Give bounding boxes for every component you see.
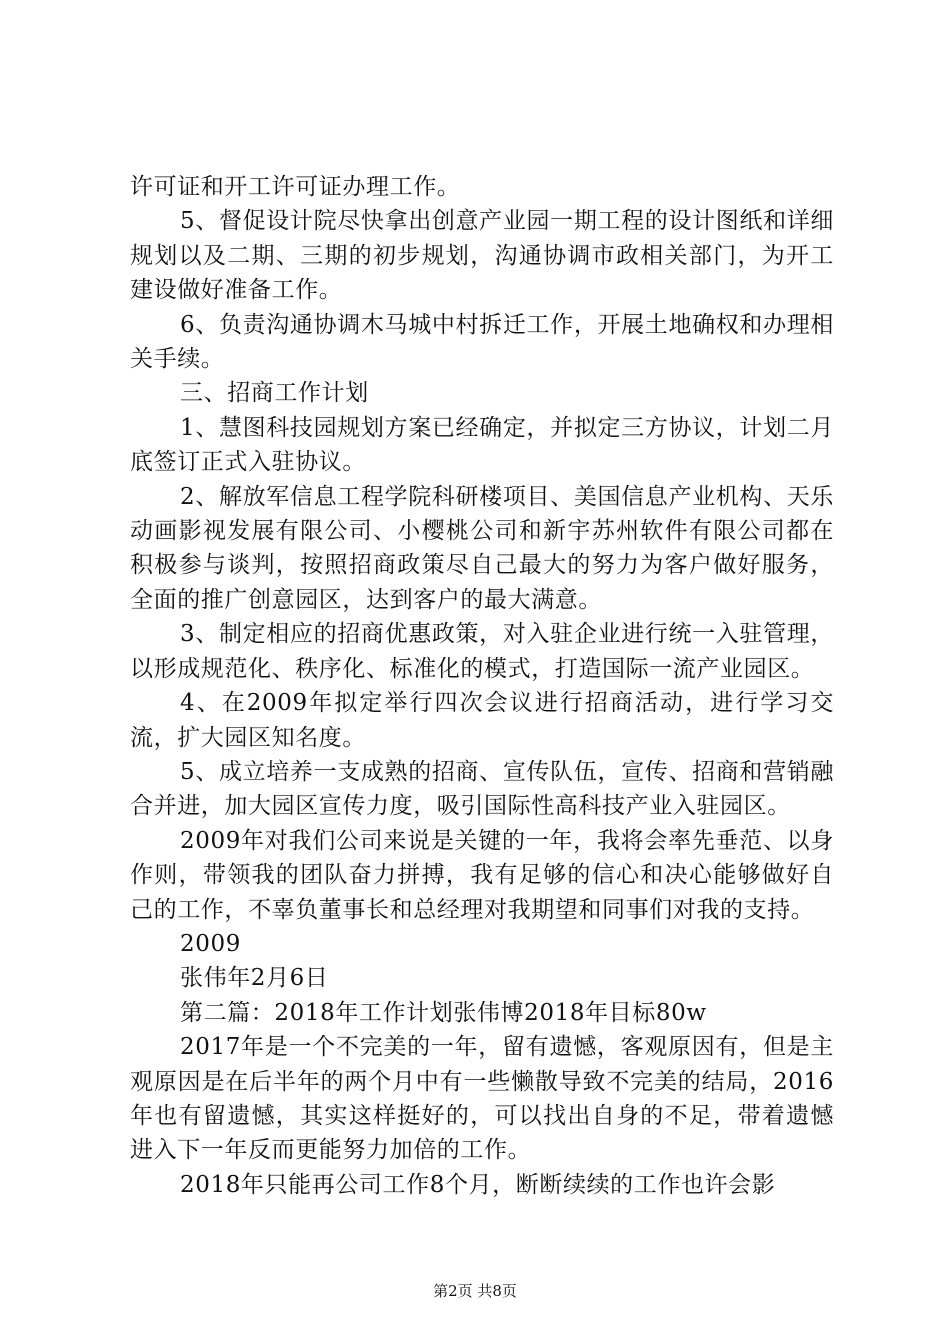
paragraph: 2009年对我们公司来说是关键的一年，我将会率先垂范、以身作则，带领我的团队奋力拼搏，我有足够的信心和决心能够做好自己的工作，不辜负董事长和总经理对我期望和同事们对我的支持。	[130, 827, 834, 923]
page-number-footer: 第2页 共8页	[433, 1282, 517, 1300]
paragraph: 5、成立培养一支成熟的招商、宣传队伍，宣传、招商和营销融合并进，加大园区宣传力度，吸引国际性高科技产业入驻园区。	[130, 758, 834, 820]
signature-line: 张伟年2月6日	[180, 965, 329, 992]
document-body	[130, 170, 834, 1202]
paragraph: 2、解放军信息工程学院科研楼项目、美国信息产业机构、天乐动画影视发展有限公司、小樱桃公司和新宇苏州软件有限公司都在积极参与谈判，按照招商政策尽自己最大的努力为客户做好服务，全面的推广创意园区，达到客户的最大满意。	[130, 483, 834, 613]
paragraph: 3、制定相应的招商优惠政策，对入驻企业进行统一入驻管理，以形成规范化、秩序化、标准化的模式，打造国际一流产业园区。	[130, 621, 834, 682]
date-line: 2009	[180, 930, 241, 957]
paragraph: 6、负责沟通协调木马城中村拆迁工作，开展土地确权和办理相关手续。	[130, 311, 834, 373]
paragraph: 5、督促设计院尽快拿出创意产业园一期工程的设计图纸和详细规划以及二期、三期的初步规划，沟通协调市政相关部门，为开工建设做好准备工作。	[130, 208, 834, 304]
paragraph: 2018年只能再公司工作8个月，断断续续的工作也许会影	[180, 1171, 776, 1198]
paragraph: 1、慧图科技园规划方案已经确定，并拟定三方协议，计划二月底签订正式入驻协议。	[130, 414, 834, 476]
paragraph: 许可证和开工许可证办理工作。	[130, 174, 461, 200]
paragraph: 4、在2009年拟定举行四次会议进行招商活动，进行学习交流，扩大园区知名度。	[130, 690, 834, 751]
paragraph: 2017年是一个不完美的一年，留有遗憾，客观原因有，但是主观原因是在后半年的两个月中有一些懒散导致不完美的结局，2016年也有留遗憾，其实这样挺好的，可以找出自身的不足，带着遗憾进入下一年反而更能努力加倍的工作。	[130, 1034, 834, 1164]
section-heading: 第二篇：2018年工作计划张伟博2018年目标80w	[180, 999, 707, 1026]
section-heading: 三、招商工作计划	[180, 380, 369, 407]
